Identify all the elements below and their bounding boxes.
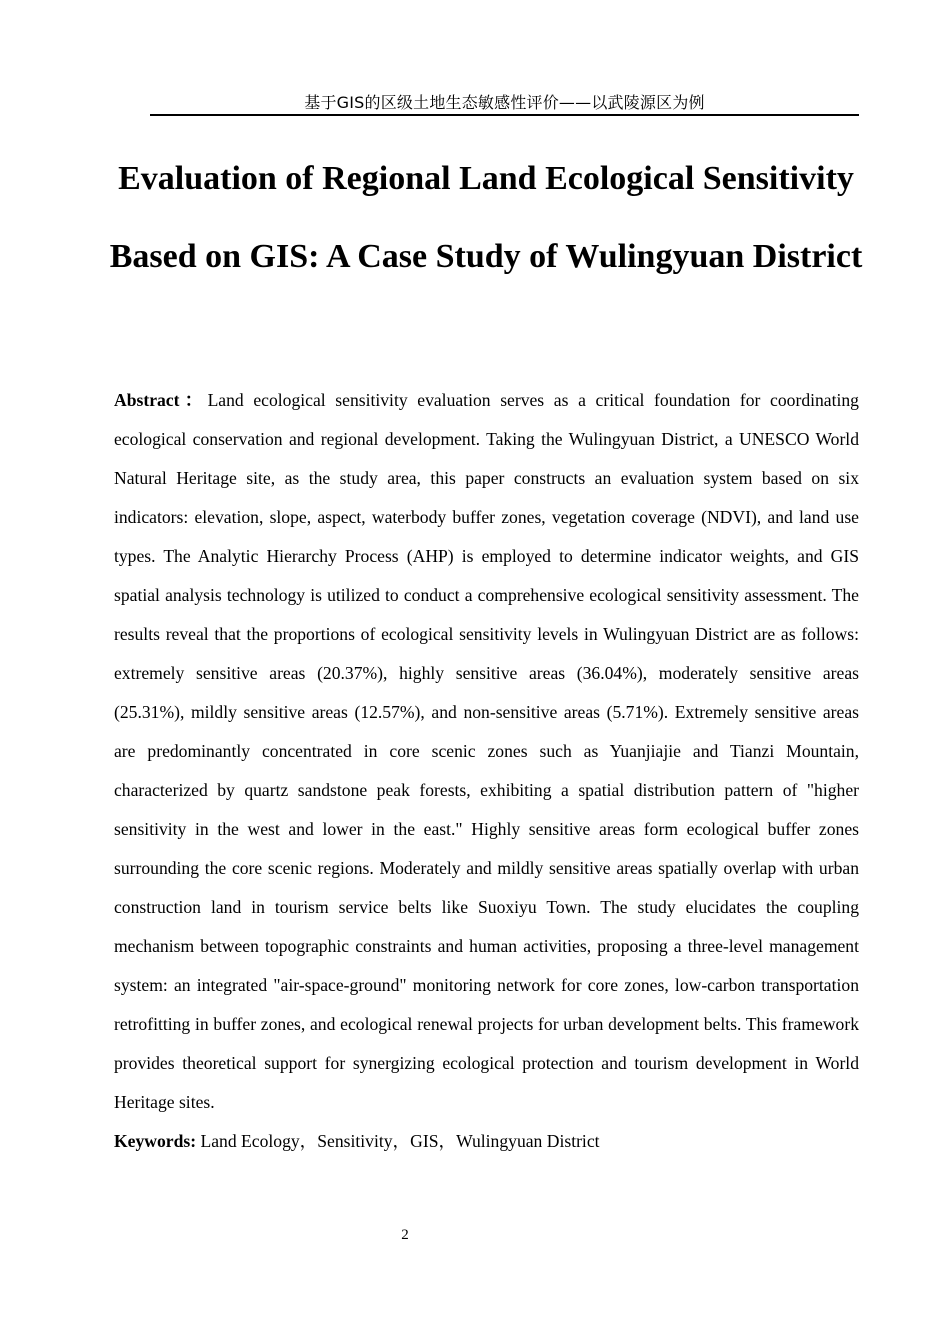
keywords-text: Land Ecology，Sensitivity，GIS，Wulingyuan District <box>200 1131 600 1151</box>
keywords-line <box>114 1122 859 1161</box>
abstract-paragraph <box>114 381 859 1122</box>
page-number: 2 <box>401 1227 409 1243</box>
abstract-label: Abstract： <box>114 390 208 410</box>
keywords-label: Keywords: <box>114 1131 197 1151</box>
running-header: 基于GIS的区级土地生态敏感性评价——以武陵源区为例 <box>150 92 859 116</box>
paper-title: Evaluation of Regional Land Ecological Sensitivity Based on GIS: A Case Study of Wulingyuan District <box>109 160 863 275</box>
abstract-text: Land ecological sensitivity evaluation serves as a critical foundation for coordinating ecological conservation and regional development. Taking the Wulingyuan District, a UNESCO World Natural Heritage site, as the study area, this paper constructs an evaluation system based on six indicators: elevation, slope, aspect, waterbody buffer zones, vegetation coverage (NDVI), and land use types. The Analytic Hierarchy Process (AHP) is employed to determine indicator weights, and GIS spatial analysis technology is utilized to conduct a comprehensive ecological sensitivity assessment. The results reveal that the proportions of ecological sensitivity levels in Wulingyuan District are as follows: extremely sensitive areas (20.37%), highly sensitive areas (36.04%), moderately sensitive areas (25.31%), mildly sensitive areas (12.57%), and non-sensitive areas (5.71%). Extremely sensitive areas are predominantly concentrated in core scenic zones such as Yuanjiajie and Tianzi Mountain, characterized by quartz sandstone peak forests, exhibiting a spatial distribution pattern of "higher sensitivity in the west and lower in the east." Highly sensitive areas form ecological buffer zones surrounding the core scenic regions. Moderately and mildly sensitive areas spatially overlap with urban construction land in tourism service belts like Suoxiyu Town. The study elucidates the coupling mechanism between topographic constraints and human activities, proposing a three-level management system: an integrated "air-space-ground" monitoring network for core zones, low-carbon transportation retrofitting in buffer zones, and ecological renewal projects for urban development belts. This framework provides theoretical support for synergizing ecological protection and tourism development in World Heritage sites. <box>114 390 859 1112</box>
